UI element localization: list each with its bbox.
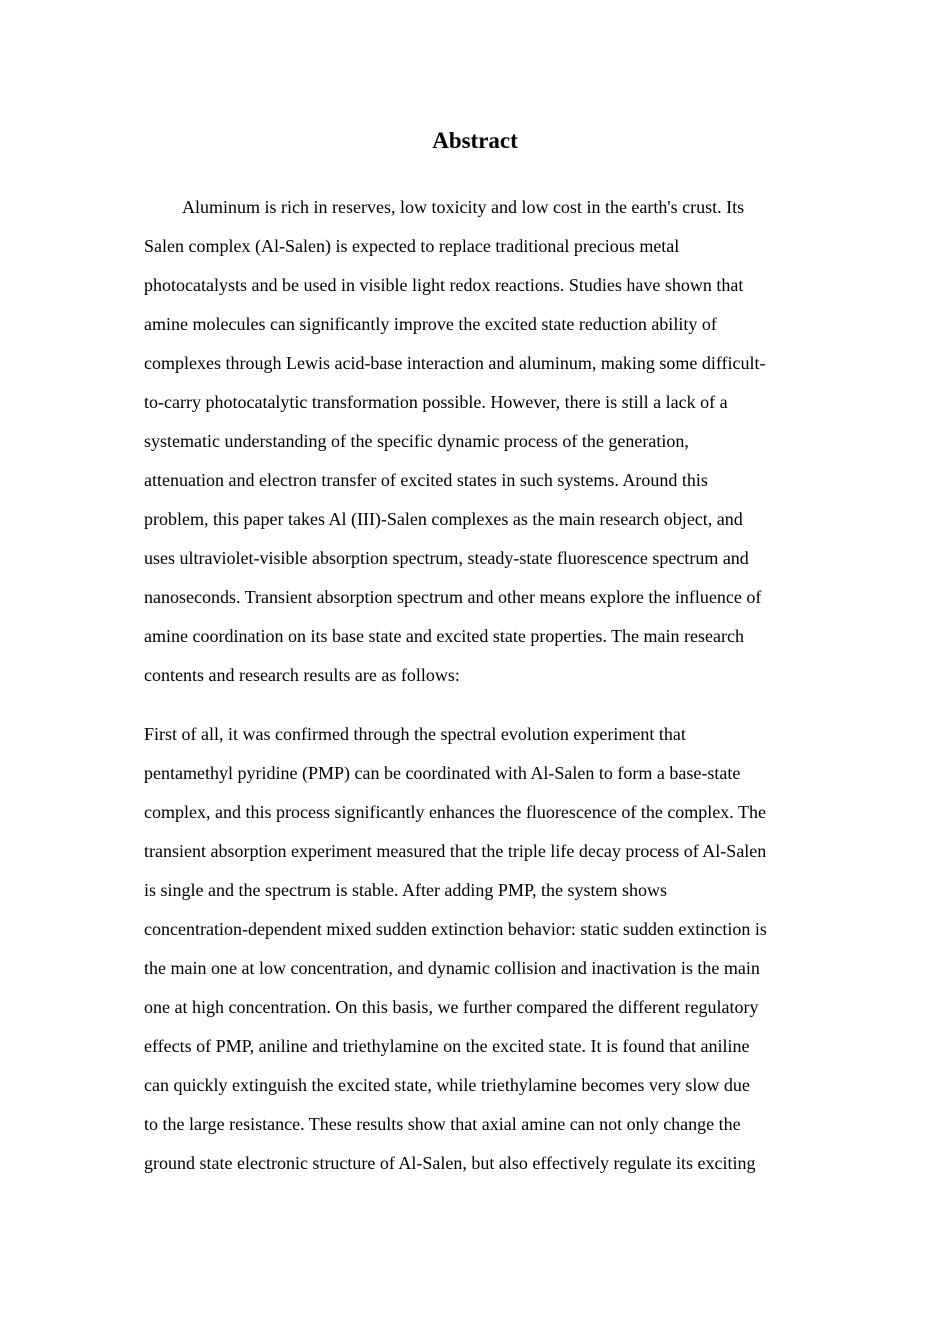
paragraph-line: contents and research results are as follows: bbox=[144, 665, 460, 685]
paragraph-line: the main one at low concentration, and dynamic collision and inactivation is the main bbox=[144, 958, 760, 978]
paragraph-line: is single and the spectrum is stable. After adding PMP, the system shows bbox=[144, 880, 667, 900]
paragraph-line: complex, and this process significantly enhances the fluorescence of the complex. The bbox=[144, 802, 766, 822]
paragraph-line: pentamethyl pyridine (PMP) can be coordinated with Al-Salen to form a base-state bbox=[144, 763, 741, 783]
paragraph-line: uses ultraviolet-visible absorption spectrum, steady-state fluorescence spectrum and bbox=[144, 548, 749, 568]
paragraph-line: transient absorption experiment measured that the triple life decay process of Al-Salen bbox=[144, 841, 767, 861]
paragraph-line: one at high concentration. On this basis, we further compared the different regulatory bbox=[144, 997, 759, 1017]
paragraph-line: First of all, it was confirmed through the spectral evolution experiment that bbox=[144, 724, 686, 744]
paragraph-line: systematic understanding of the specific dynamic process of the generation, bbox=[144, 431, 689, 451]
abstract-paragraph-2 bbox=[144, 715, 806, 1183]
abstract-paragraph-1 bbox=[144, 188, 806, 695]
paragraph-line: concentration-dependent mixed sudden extinction behavior: static sudden extinction is bbox=[144, 919, 767, 939]
paragraph-line: problem, this paper takes Al (III)-Salen complexes as the main research object, and bbox=[144, 509, 743, 529]
paragraph-line: attenuation and electron transfer of excited states in such systems. Around this bbox=[144, 470, 708, 490]
paragraph-line: to the large resistance. These results show that axial amine can not only change the bbox=[144, 1114, 741, 1134]
paragraph-line: Aluminum is rich in reserves, low toxicity and low cost in the earth's crust. Its bbox=[182, 197, 745, 217]
paragraph-line: to-carry photocatalytic transformation possible. However, there is still a lack of a bbox=[144, 392, 728, 412]
paragraph-line: can quickly extinguish the excited state, while triethylamine becomes very slow due bbox=[144, 1075, 750, 1095]
paragraph-line: amine molecules can significantly improve the excited state reduction ability of bbox=[144, 314, 717, 334]
abstract-title: Abstract bbox=[432, 128, 518, 153]
paragraph-line: nanoseconds. Transient absorption spectrum and other means explore the influence of bbox=[144, 587, 762, 607]
paragraph-line: Salen complex (Al-Salen) is expected to replace traditional precious metal bbox=[144, 236, 680, 256]
paragraph-line: complexes through Lewis acid-base interaction and aluminum, making some difficult- bbox=[144, 353, 766, 373]
paragraph-line: effects of PMP, aniline and triethylamine on the excited state. It is found that aniline bbox=[144, 1036, 750, 1056]
paragraph-line: ground state electronic structure of Al-Salen, but also effectively regulate its exciting bbox=[144, 1153, 756, 1173]
paragraph-line: photocatalysts and be used in visible light redox reactions. Studies have shown that bbox=[144, 275, 744, 295]
paragraph-line: amine coordination on its base state and excited state properties. The main research bbox=[144, 626, 744, 646]
